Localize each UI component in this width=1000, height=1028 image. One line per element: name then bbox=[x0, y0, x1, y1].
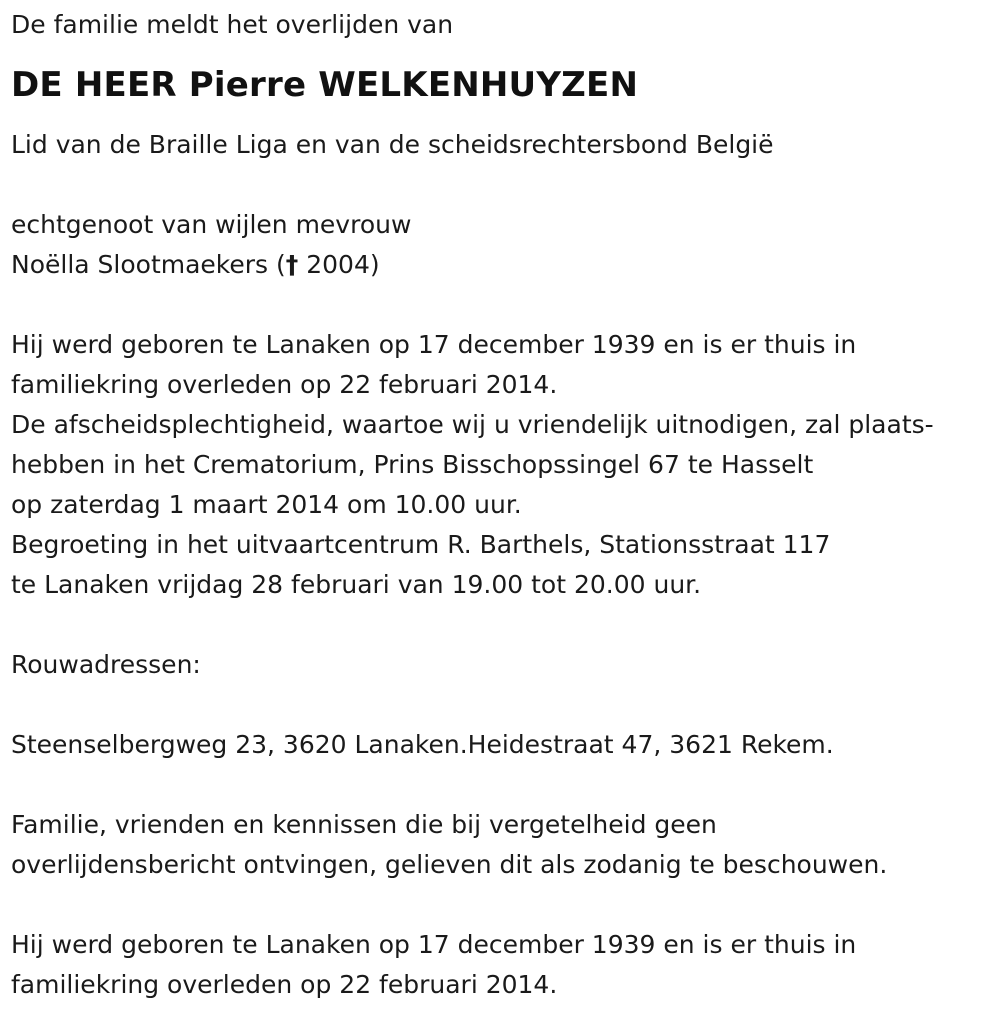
spacer bbox=[11, 605, 996, 645]
spouse-name-line bbox=[11, 245, 996, 285]
details-line: Begroeting in het uitvaartcentrum R. Barthels, Stationsstraat 117 bbox=[11, 530, 831, 559]
addresses-heading: Rouwadressen: bbox=[11, 650, 201, 679]
details-line: te Lanaken vrijdag 28 februari van 19.00 tot 20.00 uur. bbox=[11, 570, 702, 599]
intro-text: De familie meldt het overlijden van bbox=[11, 10, 454, 39]
spouse-death-year: 2004) bbox=[298, 250, 380, 279]
spacer bbox=[11, 765, 996, 805]
deceased-name: DE HEER Pierre WELKENHUYZEN bbox=[11, 65, 639, 105]
notice-line: Familie, vrienden en kennissen die bij vergetelheid geen bbox=[11, 810, 717, 839]
details-line: hebben in het Crematorium, Prins Bisschopssingel 67 te Hasselt bbox=[11, 450, 814, 479]
addresses-text: Steenselbergweg 23, 3620 Lanaken.Heidestraat 47, 3621 Rekem. bbox=[11, 730, 834, 759]
spacer bbox=[11, 885, 996, 925]
details-line: op zaterdag 1 maart 2014 om 10.00 uur. bbox=[11, 490, 522, 519]
cross-icon: † bbox=[285, 250, 299, 279]
membership-text: Lid van de Braille Liga en van de scheidsrechtersbond België bbox=[11, 130, 774, 159]
spacer bbox=[11, 685, 996, 725]
spouse-name: Noëlla Slootmaekers ( bbox=[11, 250, 286, 279]
spouse-line: echtgenoot van wijlen mevrouw bbox=[11, 210, 412, 239]
details-line: De afscheidsplechtigheid, waartoe wij u vriendelijk uitnodigen, zal plaats- bbox=[11, 410, 934, 439]
obituary-notice bbox=[11, 5, 996, 1005]
details-line: familiekring overleden op 22 februari 2014. bbox=[11, 370, 558, 399]
repeat-line: familiekring overleden op 22 februari 2014. bbox=[11, 970, 558, 999]
spacer bbox=[11, 285, 996, 325]
repeat-line: Hij werd geboren te Lanaken op 17 december 1939 en is er thuis in bbox=[11, 930, 857, 959]
details-line: Hij werd geboren te Lanaken op 17 december 1939 en is er thuis in bbox=[11, 330, 857, 359]
notice-line: overlijdensbericht ontvingen, gelieven dit als zodanig te beschouwen. bbox=[11, 850, 888, 879]
spacer bbox=[11, 165, 996, 205]
